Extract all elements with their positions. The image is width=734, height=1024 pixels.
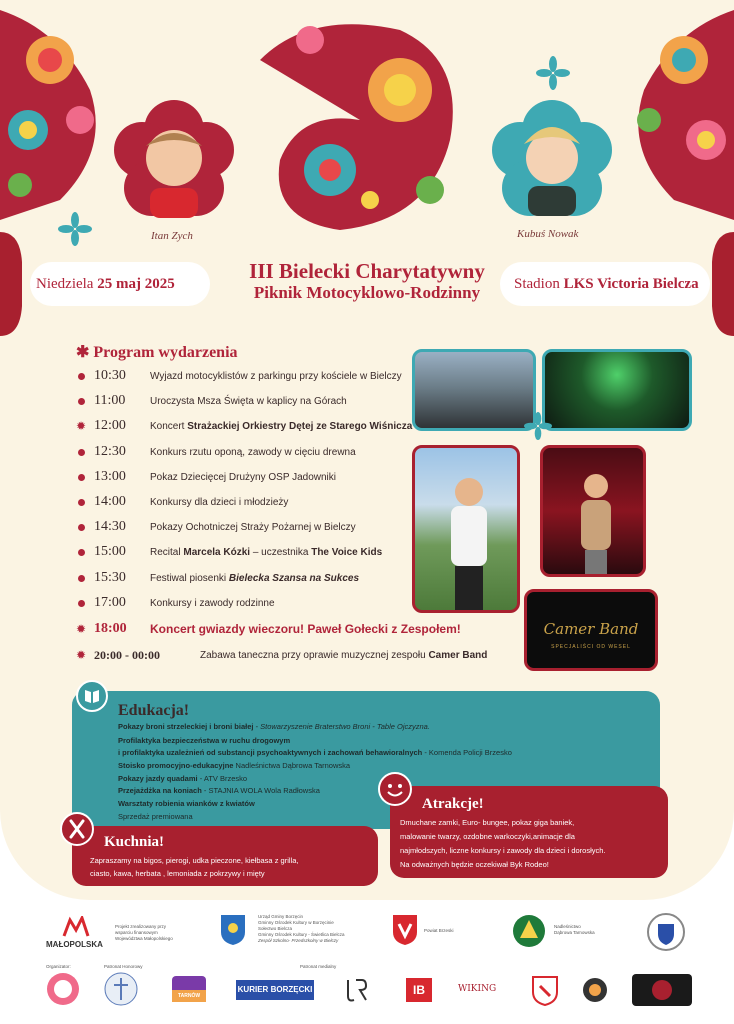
attractions-line-1: Dmuchane zamki, Euro- bungee, pokaz giga baniek, (400, 818, 575, 827)
malopolska-label: MAŁOPOLSKA (46, 940, 103, 949)
gmina-line-2: Gminny Ośrodek Kultury w Borzęcinie (258, 920, 334, 925)
nadlesnictwo-line-1: Nadleśnictwo (554, 924, 581, 929)
kitchen-card (72, 826, 378, 886)
nadlesnictwo-line-2: Dąbrowa Tarnowska (554, 930, 595, 935)
education-line: Sprzedaż premiowana (118, 812, 193, 821)
event-title (210, 260, 524, 304)
book-icon (76, 680, 108, 712)
attractions-line-2: malowanie twarzy, ozdobne warkoczyki,animacje dla (400, 832, 575, 841)
attractions-line-3: najmłodszych, liczne konkursy i zawody dla dzieci i dorosłych. (400, 846, 606, 855)
attractions-title: Atrakcje! (422, 796, 484, 812)
education-line: Przejażdżka na koniach - STAJNIA WOLA Wola Radłowska (118, 786, 320, 795)
photo-motorcycles (412, 349, 536, 431)
parish-logo-icon (104, 972, 138, 1006)
education-line: Pokazy jazdy quadami - ATV Brzesko (118, 774, 248, 783)
gmina-line-5: Zespół Szkolno- Przedszkolny w Bielczy (258, 938, 339, 943)
club-logo-icon (632, 974, 692, 1006)
camer-band-logo (524, 589, 658, 671)
education-line: Warsztaty robienia wianków z kwiatów (118, 799, 255, 808)
gmina-line-4: Gminny Ośrodek Kultury - Świetlica Bielcza (258, 932, 345, 937)
program-item: ✹ 20:00 - 00:00 Zabawa taneczna przy oprawie muzycznej zespołu Camer Band (76, 647, 488, 662)
program-item: 12:30 Konkurs rzutu oponą, zawody w cięciu drewna (78, 443, 356, 461)
media-label: Patronat medialny (300, 964, 337, 969)
program-item: 17:00 Konkursy i zawody rodzinne (78, 594, 275, 612)
attractions-line-4: Na odważnych będzie oczekiwał Byk Rodeo! (400, 860, 549, 869)
cutlery-icon (60, 812, 94, 846)
organizer-logo-icon (46, 972, 80, 1006)
smiley-icon (378, 772, 412, 806)
photo-singer-mountains (412, 445, 520, 613)
photo-orchestra (542, 349, 692, 431)
kitchen-line-1: Zapraszamy na bigos, pierogi, udka pieczone, kiełbasa z grilla, (90, 856, 299, 865)
title-line-1: III Bielecki Charytatywny (249, 259, 485, 283)
program-item: 14:30 Pokazy Ochotniczej Straży Pożarnej w Bielczy (78, 518, 356, 536)
flower-bullet-icon: ✹ (76, 622, 87, 636)
program-item: 14:00 Konkursy dla dzieci i młodzieży (78, 493, 288, 511)
malopolska-note-2: wsparciu finansowym (115, 930, 158, 935)
program-item: 15:00 Recital Marcela Kózki – uczestnika The Voice Kids (78, 543, 382, 561)
program-title: ✱ Program wydarzenia (76, 344, 238, 361)
powiat-crest-icon (392, 914, 418, 946)
attractions-card (390, 786, 668, 878)
malopolska-logo-icon (62, 916, 90, 938)
kitchen-title: Kuchnia! (104, 834, 165, 850)
powiat-label: Powiat Brzeski (424, 928, 454, 933)
band-logo-tagline: SPECJALIŚCI OD WESEL (551, 644, 631, 650)
education-line: Pokazy broni strzeleckiej i broni białej - Stowarzyszenie Braterstwo Broni - Table Ojczyzna. (118, 722, 430, 731)
gmina-crest-icon (220, 914, 246, 946)
program-item: 13:00 Pokaz Dziecięcej Drużyny OSP Jadowniki (78, 468, 336, 486)
malopolska-note-3: Województwa Małopolskiego (115, 936, 173, 941)
patron-label: Patronat Honorowy (104, 964, 143, 969)
gmina-line-3: Sołectwo Bielcza (258, 926, 293, 931)
folk-ornament-center-icon (250, 0, 480, 240)
band-logo-name: Camer Band (543, 620, 639, 638)
gmina-line-1: Urząd Gminy Borzęcin (258, 914, 304, 919)
program-item: 11:00 Uroczysta Msza Święta w kaplicy na Górach (78, 392, 347, 410)
wiking-logo: WIKING (458, 984, 497, 994)
program-item: 10:30 Wyjazd motocyklistów z parkingu przy kościele w Bielczy (78, 367, 402, 385)
event-date: Niedziela 25 maj 2025 (36, 276, 175, 292)
education-line: i profilaktyka uzależnień od substancji psychoaktywnych i zachowań behawioralnych - Komenda Policji Brzesko (118, 748, 512, 757)
flower-bullet-icon: ✹ (76, 648, 87, 662)
teal-star-flower-icon (536, 56, 570, 90)
organizer-label: Organizator: (46, 964, 71, 969)
flower-bullet-icon: ✹ (76, 419, 87, 433)
education-line: Profilaktyka bezpieczeństwa w ruchu drogowym (118, 736, 291, 745)
sponsors-bar (0, 900, 734, 1024)
education-title: Edukacja! (118, 702, 190, 719)
shield-logo-icon (532, 976, 558, 1006)
education-line: Stoisko promocyjno-edukacyjne Nadleśnictwa Dąbrowa Tarnowska (118, 761, 351, 770)
police-logo-icon (646, 912, 686, 952)
title-line-2: Piknik Motocyklowo-Rodzinny (253, 283, 481, 302)
kid-name-left: Itan Zych (151, 230, 193, 242)
kitchen-line-2: ciasto, kawa, herbata , lemoniada z pokrzywy i mięty (90, 869, 265, 878)
program-item: 15:30 Festiwal piosenki Bielecka Szansa na Sukces (78, 569, 359, 587)
forest-logo-icon (512, 914, 546, 948)
kid-name-right: Kubuś Nowak (517, 228, 579, 240)
emblem-logo-icon (582, 976, 608, 1004)
jr-logo-icon (342, 976, 368, 1004)
folk-ornament-right-icon (604, 0, 734, 230)
kurier-logo: KURIER BORZĘCKI (236, 980, 314, 1000)
event-venue: Stadion LKS Victoria Bielcza (514, 276, 699, 292)
photo-young-singer (540, 445, 646, 577)
ib-logo: IB (406, 978, 432, 1002)
tarnow-label: TARNÓW (178, 993, 201, 999)
teal-flower-icon (524, 412, 552, 440)
malopolska-note-1: Projekt zrealizowany przy (115, 924, 167, 929)
kid-portrait-left (112, 100, 236, 224)
folk-ornament-left-icon (0, 0, 130, 230)
program-item: ✹ 12:00 Koncert Strażackiej Orkiestry Dętej ze Starego Wiśnicza (76, 418, 413, 433)
kid-portrait-right (490, 100, 614, 224)
program-item-highlight: ✹ 18:00 Koncert gwiazdy wieczoru! Paweł Gołecki z Zespołem! (76, 621, 461, 636)
